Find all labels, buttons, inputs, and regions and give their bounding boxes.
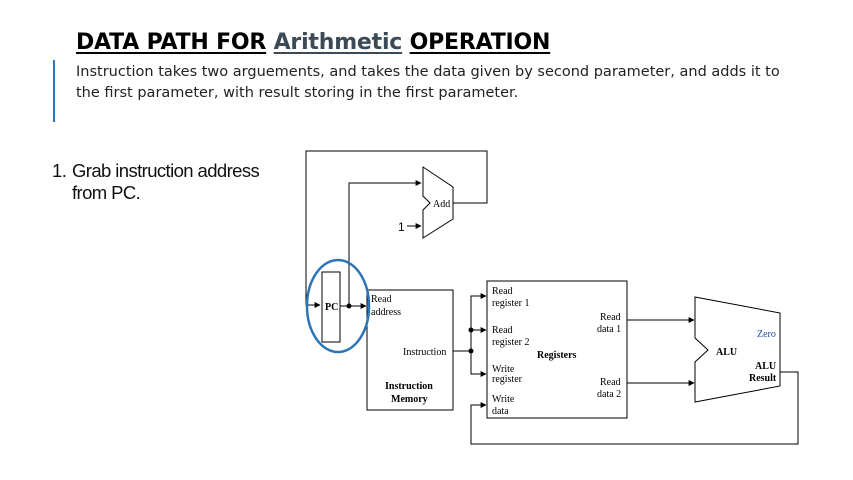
instruction-fanout-wires [453,296,486,374]
step-number: 1. [52,160,67,181]
adder-label: Add [433,199,451,210]
reg-write-register-label-2: register [492,374,522,385]
title-part-1: DATA PATH FOR [76,30,267,55]
register-to-alu-wires [627,320,694,383]
pc-to-adder-wire [349,183,421,306]
reg-read-register1-label-1: Read [492,286,513,297]
imem-read-label-2: address [371,307,401,318]
alu-zero-label: Zero [757,329,776,340]
instruction-junction-2 [469,328,474,333]
reg-read-data2-label-2: data 2 [597,389,622,400]
step-line-2: from PC. [72,182,141,203]
imem-name-1: Instruction [385,381,433,392]
reg-read-register2-label-2: register 2 [492,337,530,348]
alu-label: ALU [716,347,738,358]
slide-description: Instruction takes two arguements, and takes the data given by second parameter, and adds it to the first parameter, with result storing in the first parameter. [76,64,780,101]
reg-read-register2-label-1: Read [492,325,513,336]
pc-label: PC [325,302,339,313]
alu-result-label-1: ALU [755,361,777,372]
reg-name: Registers [537,350,577,361]
imem-instruction-label: Instruction [403,347,447,358]
imem-read-label-1: Read [371,294,392,305]
instruction-junction-1 [469,349,474,354]
title-part-3: OPERATION [409,30,551,55]
alu-unit [695,297,780,402]
reg-write-data-label-2: data [492,406,509,417]
step-line-1: Grab instruction address [72,160,260,181]
adder-unit [423,167,453,238]
reg-read-data2-label-1: Read [600,377,621,388]
reg-write-register-label-1: Write [492,364,515,375]
instruction-memory [367,290,453,410]
constant-one-label: 1 [398,220,405,234]
register-file [487,281,627,418]
reg-read-data1-label-1: Read [600,312,621,323]
reg-read-register1-label-2: register 1 [492,298,530,309]
imem-name-2: Memory [391,394,428,405]
reg-read-data1-label-2: data 1 [597,324,622,335]
alu-result-label-2: Result [749,373,777,384]
pc-register [322,272,340,342]
title-highlight: Arithmetic [273,30,403,55]
reg-write-data-label-1: Write [492,394,515,405]
